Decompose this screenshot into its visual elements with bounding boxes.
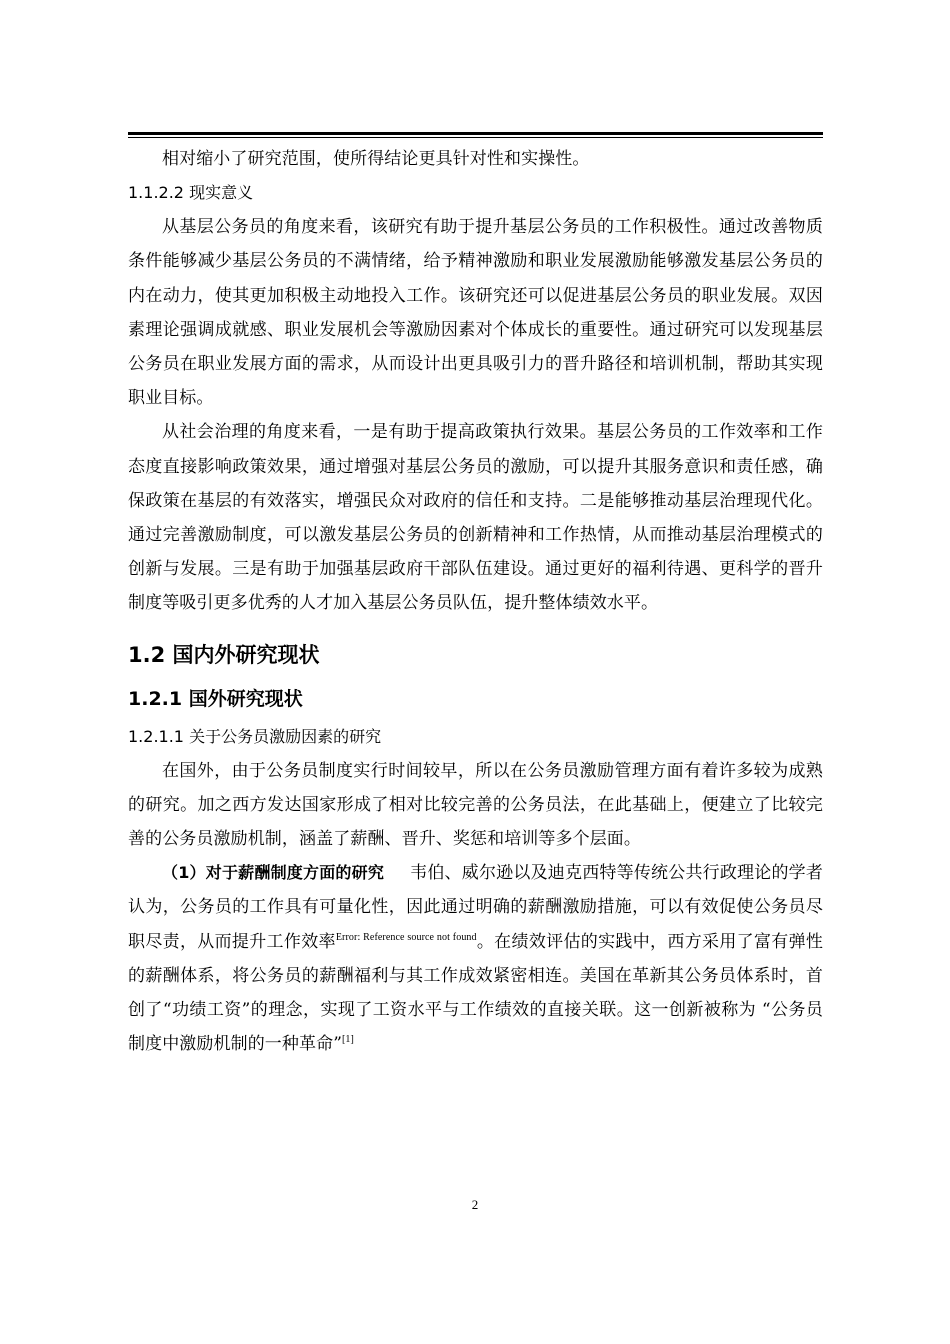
page-content xyxy=(128,142,823,1061)
header-rule-thick xyxy=(128,132,823,135)
salary-research-text-b: 。在绩效评估的实践中，西方采用了富有弹性的薪酬体系，将公务员的薪酬福利与其工作成效紧密相连。美国在革新其公务员体系时，首创了“功绩工资”的理念，实现了工资水平与工作绩效的直接关联。这一创新被称为 “公务员制度中激励机制的一种革命” xyxy=(128,931,824,1055)
header-rule-thin xyxy=(128,137,823,138)
salary-research-label: （1）对于薪酬制度方面的研究 xyxy=(162,863,385,883)
citation-ref-1[interactable]: [1] xyxy=(342,1034,354,1046)
heading-1-2-1-1: 1.2.1.1 关于公务员激励因素的研究 xyxy=(128,726,382,746)
heading-1-2: 1.2 国内外研究现状 xyxy=(128,642,320,667)
paragraph-continuation: 相对缩小了研究范围，使所得结论更具针对性和实操性。 xyxy=(162,149,590,169)
heading-1-2-1: 1.2.1 国外研究现状 xyxy=(128,687,303,710)
paragraph-social-governance: 从社会治理的角度来看，一是有助于提高政策执行效果。基层公务员的工作效率和工作态度直接影响政策效果，通过增强对基层公务员的激励，可以提升其服务意识和责任感，确保政策在基层的有效落实，增强民众对政府的信任和支持。二是能够推动基层治理现代化。通过完善激励制度，可以激发基层公务员的创新精神和工作热情，从而推动基层治理模式的创新与发展。三是有助于加强基层政府干部队伍建设。通过更好的福利待遇、更科学的晋升制度等吸引更多优秀的人才加入基层公务员队伍，提升整体绩效水平。 xyxy=(128,422,823,614)
paragraph-civil-servant-perspective: 从基层公务员的角度来看，该研究有助于提升基层公务员的工作积极性。通过改善物质条件能够减少基层公务员的不满情绪，给予精神激励和职业发展激励能够激发基层公务员的内在动力，使其更加积极主动地投入工作。该研究还可以促进基层公务员的职业发展。双因素理论强调成就感、职业发展机会等激励因素对个体成长的重要性。通过研究可以发现基层公务员在职业发展方面的需求，从而设计出更具吸引力的晋升路径和培训机制，帮助其实现职业目标。 xyxy=(128,217,823,409)
salary-research-text-a: 韦伯、威尔逊以及迪克西特等传统公共行政理论的学者认为，公务员的工作具有可量化性，因此通过明确的薪酬激励措施，可以有效促使公务员尽职尽责，从而提升工作效率 xyxy=(128,863,823,952)
citation-error-ref[interactable]: Error: Reference source not found xyxy=(335,931,477,943)
heading-1-1-2-2: 1.1.2.2 现实意义 xyxy=(128,183,254,203)
paragraph-salary-research xyxy=(128,856,823,1061)
page-number: 2 xyxy=(471,1197,479,1212)
paragraph-foreign-overview: 在国外，由于公务员制度实行时间较早，所以在公务员激励管理方面有着许多较为成熟的研究。加之西方发达国家形成了相对比较完善的公务员法，在此基础上，便建立了比较完善的公务员激励机制，涵盖了薪酬、晋升、奖惩和培训等多个层面。 xyxy=(128,760,823,850)
